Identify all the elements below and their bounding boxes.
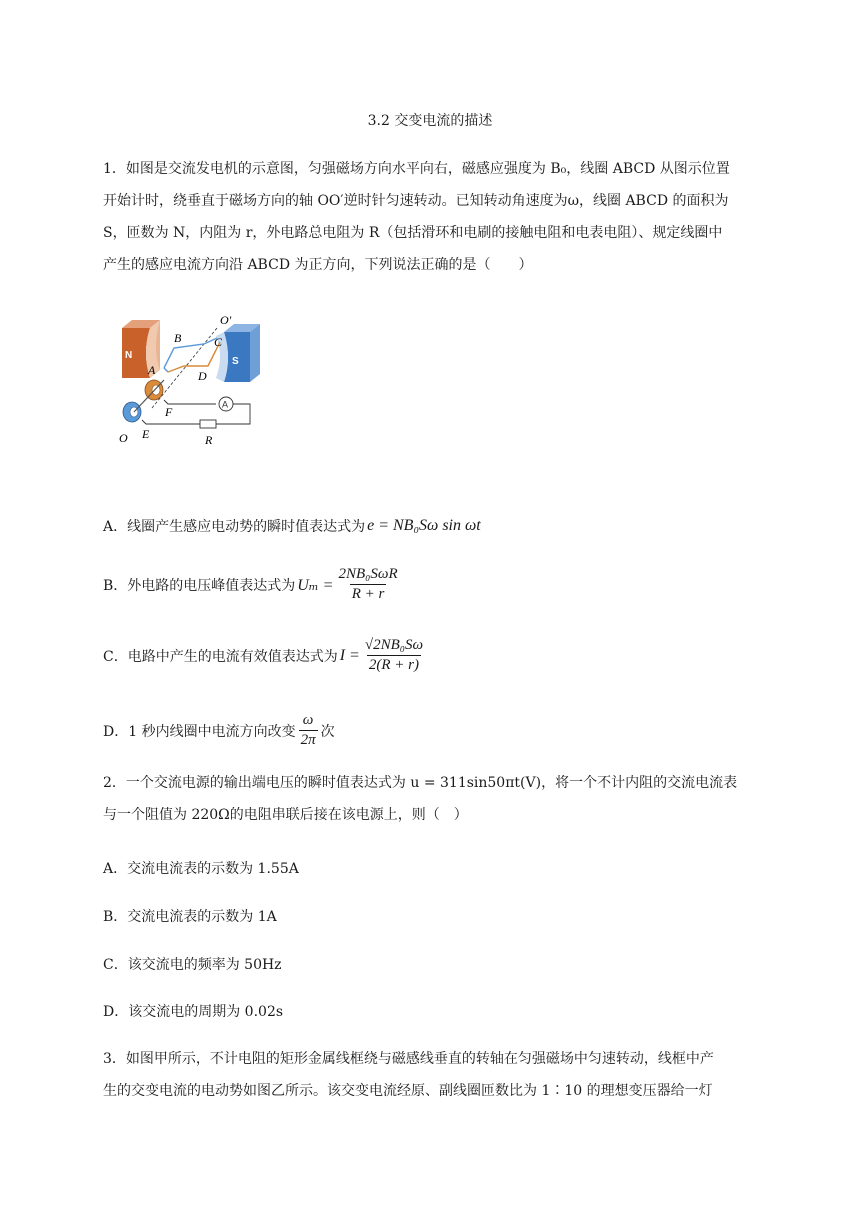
option-b-fraction [336, 566, 399, 603]
option-b-numerator: 2NB₀SωR [338, 566, 398, 582]
label-n: N [125, 350, 133, 361]
label-f: F [165, 405, 173, 419]
option-d-denominator: 2π [300, 732, 316, 748]
label-o: O [119, 431, 128, 445]
option-d-numerator: ω [302, 712, 314, 728]
q2-option-d[interactable] [103, 1001, 283, 1021]
option-a-formula: e = NB₀Sω sin ωt [367, 517, 481, 534]
page-title: 3.2 交变电流的描述 [367, 113, 493, 129]
label-a: A [148, 363, 156, 377]
label-s: S [232, 356, 239, 367]
option-b[interactable] [103, 566, 403, 603]
q2-line: 与一个阻值为 220Ω的电阻串联后接在该电源上，则（ ） [103, 807, 468, 823]
option-c-numerator: √2NB₀Sω [364, 637, 424, 653]
s-magnet [216, 324, 260, 382]
label-d: D [198, 369, 207, 383]
ammeter-label: A [222, 399, 229, 410]
q2-option-a-text: A．交流电流表的示数为 1.55A [103, 861, 299, 877]
q2-option-d-text: D．该交流电的周期为 0.02s [103, 1004, 284, 1020]
option-c[interactable] [103, 637, 428, 674]
generator-diagram [112, 308, 272, 448]
option-c-lhs: I = [339, 646, 360, 664]
label-o-prime: O′ [220, 313, 232, 327]
option-d-suffix: 次 [320, 723, 335, 740]
option-b-text: B．外电路的电压峰值表达式为 [103, 577, 296, 594]
q2-option-a[interactable] [103, 858, 299, 878]
q3-line: 生的交变电流的电动势如图乙所示。该交变电流经原、副线圈匝数比为 1∶10 的理想变压器给一灯 [103, 1083, 713, 1099]
question-1-stem [103, 153, 763, 281]
option-d[interactable] [103, 712, 335, 749]
question-2-stem [103, 767, 763, 831]
label-c: C [214, 335, 223, 349]
option-c-fraction [363, 637, 425, 674]
q1-line: S，匝数为 N，内阻为 r，外电路总电阻为 R（包括滑环和电刷的接触电阻和电表电阻）、规定线圈中 [103, 225, 723, 241]
q2-line: 2．一个交流电源的输出端电压的瞬时值表达式为 u = 311sin50πt(V)，将一个不计内阻的交流电流表 [103, 775, 738, 791]
option-b-denominator: R + r [351, 586, 385, 602]
option-a[interactable] [103, 516, 481, 536]
option-c-text: C．电路中产生的电流有效值表达式为 [103, 648, 338, 665]
option-c-denominator: 2(R + r) [368, 657, 420, 673]
label-e: E [142, 427, 150, 441]
option-d-fraction [299, 712, 318, 749]
option-a-text: A．线圈产生感应电动势的瞬时值表达式为 [103, 519, 366, 535]
q2-option-c[interactable] [103, 954, 282, 974]
q2-option-c-text: C．该交流电的频率为 50Hz [103, 957, 282, 973]
option-d-text: D．1 秒内线圈中电流方向改变 [103, 723, 296, 740]
q3-line: 3．如图甲所示，不计电阻的矩形金属线框绕与磁感线垂直的转轴在匀强磁场中匀速转动，线框中产 [103, 1051, 714, 1067]
q1-line: 产生的感应电流方向沿 ABCD 为正方向，下列说法正确的是（ ） [103, 257, 533, 273]
label-b: B [174, 331, 182, 345]
option-b-lhs: Uₘ = [297, 576, 334, 594]
q2-option-b[interactable] [103, 906, 277, 926]
question-3-stem [103, 1043, 763, 1107]
label-r: R [205, 433, 213, 447]
q2-option-b-text: B．交流电流表的示数为 1A [103, 909, 277, 925]
q1-line: 1．如图是交流发电机的示意图，匀强磁场方向水平向右，磁感应强度为 B₀，线圈 ABCD 从图示位置 [103, 161, 730, 177]
q1-line: 开始计时，绕垂直于磁场方向的轴 OO′逆时针匀速转动。已知转动角速度为ω，线圈 ABCD 的面积为 [103, 193, 729, 209]
